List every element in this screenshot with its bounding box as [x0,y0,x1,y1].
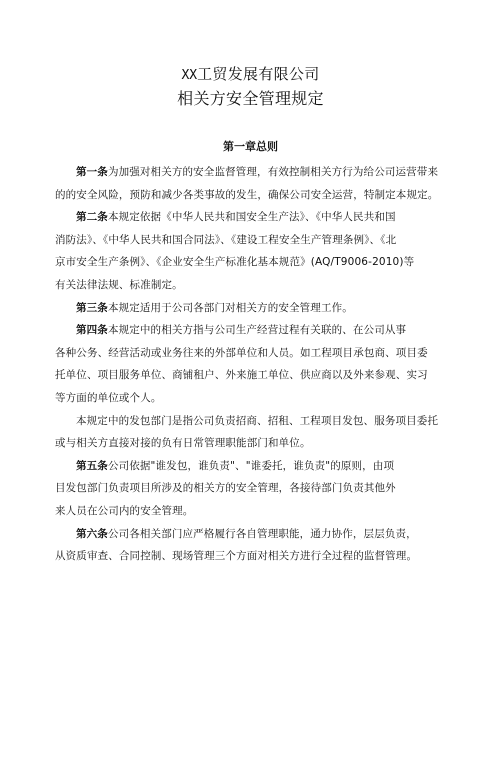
article-text: 从资质审查、合同控制、现场管理三个方面对相关方进行全过程的监督管理。 [55,550,418,563]
article-label: 第五条 [76,459,108,472]
article-text: 京市安全生产条例》、《企业安全生产标准化基本规范》(AQ/T9006-2010)等 [55,256,415,269]
document-page [0,63,500,770]
article-text: 为加强对相关方的安全监督管理，有效控制相关方行为给公司运营带来 [107,166,439,178]
company-prefix: XX [181,68,198,83]
company-name: 工贸发展有限公司 [197,65,320,83]
article-label: 第一条 [76,166,108,178]
article-label: 第六条 [76,527,108,540]
article-label: 第二条 [76,211,108,224]
article-label: 第四条 [76,324,108,337]
article-text: 等方面的单位或个人。 [55,391,162,404]
title-block [55,63,446,111]
article-text: 公司各相关部门应严格履行各自管理职能，通力协作，层层负责， [107,527,417,540]
document-body [55,161,446,568]
article-text: 的的安全风险，预防和减少各类事故的发生，确保公司安全运营，特制定本规定。 [55,188,439,201]
article-text: 来人员在公司内的安全管理。 [55,504,194,517]
document-title: 相关方安全管理规定 [177,89,324,108]
chapter-heading: 第一章总则 [223,140,278,153]
article-text: 本规定适用于公司各部门对相关方的安全管理工作。 [107,301,353,314]
article-5 [55,455,446,523]
article-text: 有关法律法规、标准制定。 [55,278,183,291]
company-title [55,63,446,87]
article-text: 托单位、项目服务单位、商铺租户、外来施工单位、供应商以及外来参观、实习 [55,369,428,382]
article-text: 本规定依据《中华人民共和国安全生产法》、《中华人民共和国 [107,211,396,224]
article-text: 或与相关方直接对接的负有日常管理职能部门和单位。 [55,437,311,450]
article-text: 公司依据"谁发包，谁负责"、"谁委托，谁负责"的原则，由项 [107,459,395,472]
article-1 [55,161,446,206]
article-4-paragraph-2 [55,410,446,455]
article-3 [55,297,446,320]
article-text: 各种公务、经营活动或业务往来的外部单位和人员。如工程项目承包商、项目委 [55,346,428,359]
article-2 [55,206,446,296]
article-text: 消防法》、《中华人民共和国合同法》、《建设工程安全生产管理条例》、《北 [55,233,397,246]
article-text: 本规定中的发包部门是指公司负责招商、招租、工程项目发包、服务项目委托 [76,414,439,427]
article-label: 第三条 [76,301,108,314]
article-text: 本规定中的相关方指与公司生产经营过程有关联的、在公司从事 [107,324,407,337]
article-6 [55,523,446,568]
article-text: 目发包部门负责项目所涉及的相关方的安全管理，各接待部门负责其他外 [55,482,396,495]
article-4 [55,319,446,409]
